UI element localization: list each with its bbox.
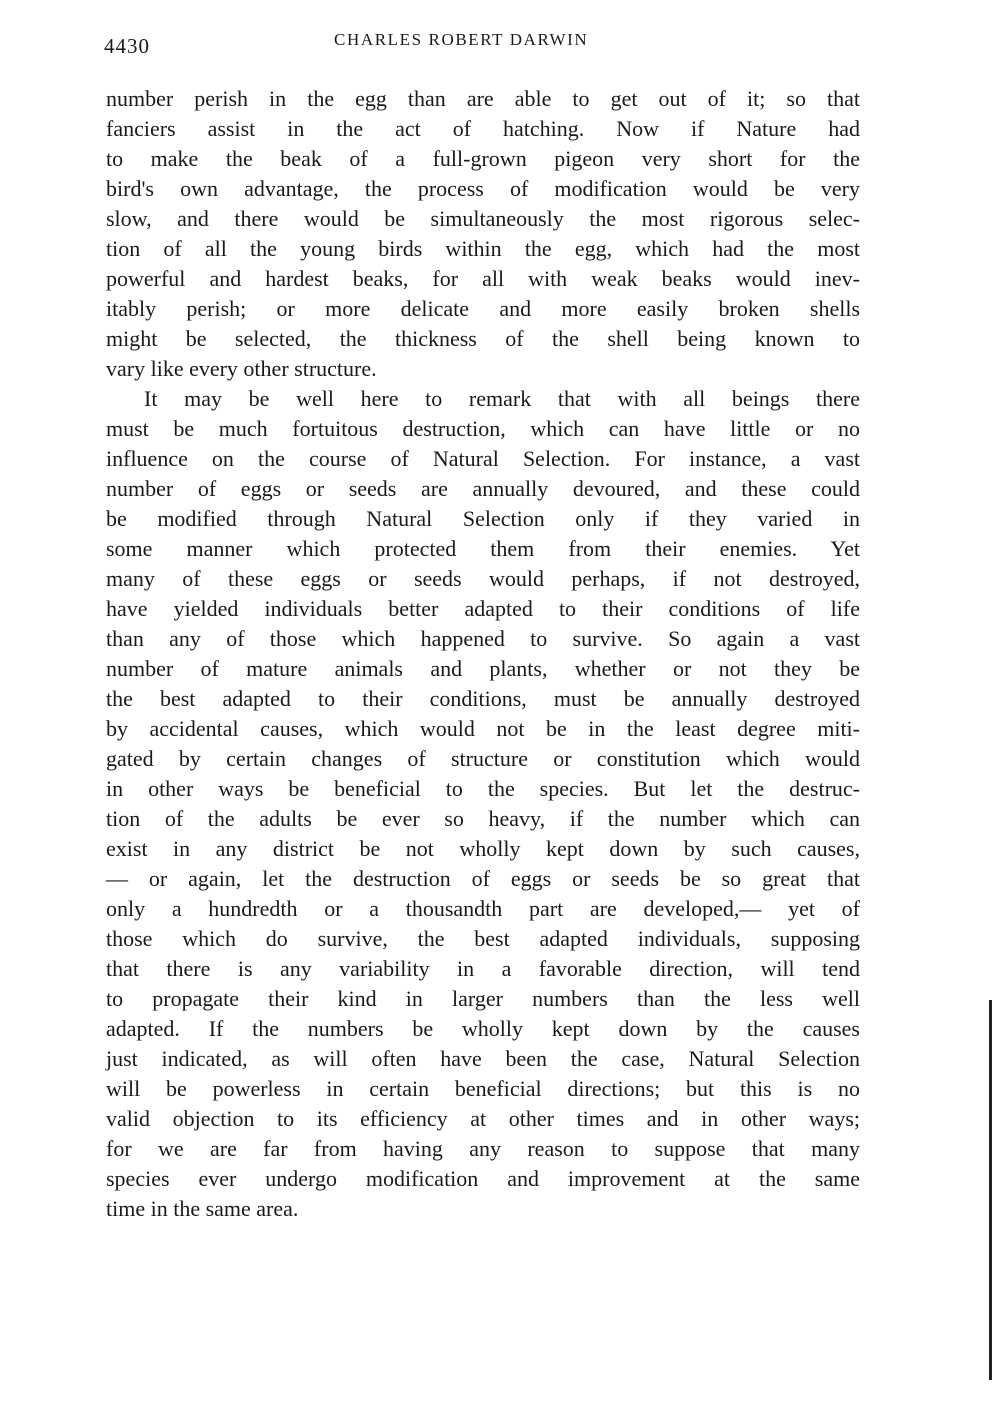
text-line: many of these eggs or seeds would perhaps, if not destroyed, — [106, 566, 860, 591]
text-line: for we are far from having any reason to suppose that many — [106, 1136, 860, 1161]
text-line: exist in any district be not wholly kept down by such causes, — [106, 836, 860, 861]
text-line: might be selected, the thickness of the shell being known to — [106, 326, 860, 351]
text-line: be modified through Natural Selection only if they varied in — [106, 506, 860, 531]
text-line: time in the same area. — [106, 1196, 299, 1221]
running-title: CHARLES ROBERT DARWIN — [334, 30, 589, 49]
text-line: fanciers assist in the act of hatching. Now if Nature had — [106, 116, 860, 141]
text-line: to propagate their kind in larger numbers than the less well — [106, 986, 860, 1011]
text-line: powerful and hardest beaks, for all with weak beaks would inev- — [106, 266, 860, 291]
text-line: number perish in the egg than are able to get out of it; so that — [106, 86, 860, 111]
text-line: number of eggs or seeds are annually devoured, and these could — [106, 476, 860, 501]
text-line: number of mature animals and plants, whether or not they be — [106, 656, 860, 681]
text-line: It may be well here to remark that with all beings there — [144, 386, 860, 411]
text-line: just indicated, as will often have been the case, Natural Selection — [106, 1046, 860, 1071]
text-line: adapted. If the numbers be wholly kept down by the causes — [106, 1016, 860, 1041]
text-line: have yielded individuals better adapted to their conditions of life — [106, 596, 860, 621]
text-line: will be powerless in certain beneficial directions; but this is no — [106, 1076, 860, 1101]
text-line: those which do survive, the best adapted individuals, supposing — [106, 926, 860, 951]
text-line: in other ways be beneficial to the species. But let the destruc- — [106, 776, 860, 801]
text-line: species ever undergo modification and improvement at the same — [106, 1166, 860, 1191]
text-line: by accidental causes, which would not be in the least degree miti- — [106, 716, 860, 741]
text-line: tion of all the young birds within the egg, which had the most — [106, 236, 860, 261]
text-line: influence on the course of Natural Selection. For instance, a vast — [106, 446, 860, 471]
text-line: itably perish; or more delicate and more easily broken shells — [106, 296, 860, 321]
text-line: must be much fortuitous destruction, which can have little or no — [106, 416, 860, 441]
page-number: 4430 — [104, 34, 150, 58]
text-line: bird's own advantage, the process of modification would be very — [106, 176, 860, 201]
paragraph-1 — [106, 84, 860, 384]
text-line: valid objection to its efficiency at other times and in other ways; — [106, 1106, 860, 1131]
text-line: that there is any variability in a favorable direction, will tend — [106, 956, 860, 981]
text-line: gated by certain changes of structure or constitution which would — [106, 746, 860, 771]
paragraph-2 — [106, 384, 860, 1224]
text-line: slow, and there would be simultaneously the most rigorous selec- — [106, 206, 860, 231]
page-body — [106, 84, 860, 1224]
text-line: the best adapted to their conditions, must be annually destroyed — [106, 686, 860, 711]
text-line: some manner which protected them from their enemies. Yet — [106, 536, 860, 561]
text-line: tion of the adults be ever so heavy, if the number which can — [106, 806, 860, 831]
text-line: — or again, let the destruction of eggs or seeds be so great that — [106, 866, 860, 891]
text-line: only a hundredth or a thousandth part are developed,— yet of — [106, 896, 860, 921]
page-edge-mark — [989, 1000, 992, 1380]
page-header — [104, 30, 860, 60]
text-line: to make the beak of a full-grown pigeon very short for the — [106, 146, 860, 171]
text-line: vary like every other structure. — [106, 356, 377, 381]
text-line: than any of those which happened to survive. So again a vast — [106, 626, 860, 651]
